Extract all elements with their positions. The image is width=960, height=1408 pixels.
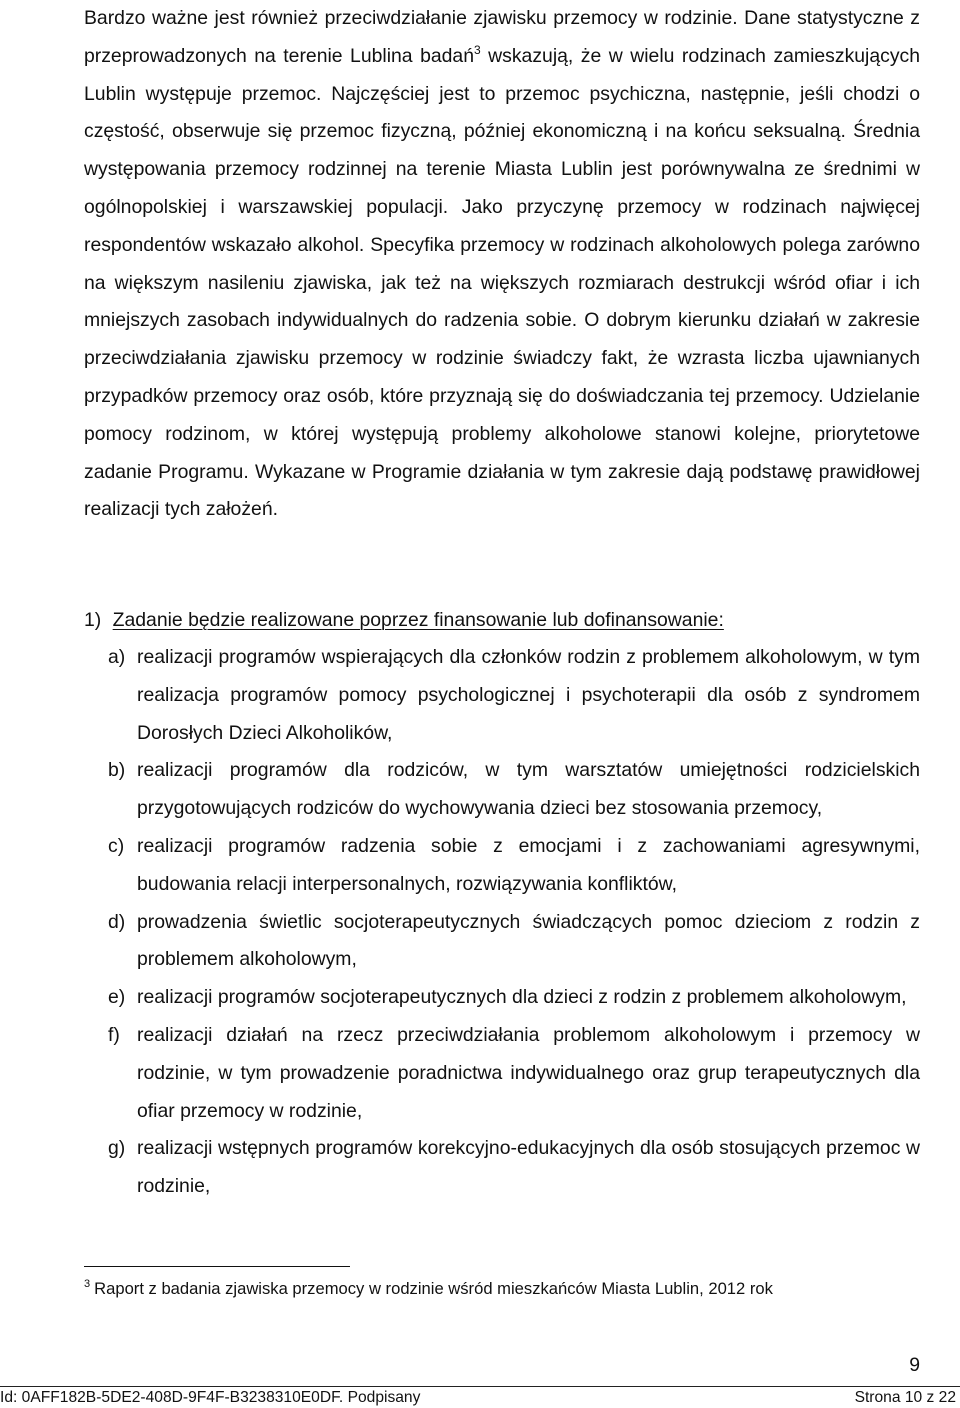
list-item	[84, 639, 920, 752]
list-item	[84, 979, 920, 1017]
list-item	[84, 1130, 920, 1206]
list-item-text: realizacji programów socjoterapeutycznych dla dzieci z rodzin z problemem alkoholowym,	[137, 986, 907, 1009]
list-item-text: realizacji działań na rzecz przeciwdziałania problemom alkoholowym i przemocy w rodzinie, w tym prowadzenie poradnictwa indywidualnego oraz grup terapeutycznych dla ofiar przemocy w rodzinie,	[137, 1023, 920, 1122]
section-title: Zadanie będzie realizowane poprzez finansowanie lub dofinansowanie:	[112, 609, 724, 631]
paragraph-text-end: wskazują, że w wielu rodzinach zamieszkujących Lublin występuje przemoc. Najczęściej jest to przemoc psychiczna, następnie, jeśli chodzi o częstość, obserwuje się przemoc fizyczną, później ekonomiczną i na końcu seksualną. Średnia występowania przemocy rodzinnej na terenie Miasta Lublin jest porównywalna ze średnimi w ogólnopolskiej i warszawskiej populacji. Jako przyczynę przemocy w rodzinach najwięcej respondentów wskazało alkohol. Specyfika przemocy w rodzinach alkoholowych polega zarówno na większym nasileniu zjawiska, jak też na większych rozmiarach destrukcji wśród ofiar i ich mniejszych zasobach indywidualnych do radzenia sobie. O dobrym kierunku działań w zakresie przeciwdziałania zjawisku przemocy w rodzinie świadczy fakt, że wzrasta liczba ujawnianych przypadków przemocy oraz osób, które przyznają się do doświadczania tej przemocy. Udzielanie pomocy rodzinom, w której występują problemy alkoholowe stanowi kolejne, priorytetowe zadanie Programu. Wykazane w Programie działania w tym zakresie dają podstawę prawidłowej realizacji tych założeń.	[84, 44, 921, 521]
list-item-marker: e)	[108, 986, 126, 1009]
list-item-marker: c)	[108, 834, 125, 857]
list-item-marker: a)	[108, 646, 126, 668]
list-item	[84, 752, 920, 828]
list-item-marker: d)	[108, 910, 126, 933]
page-counter: Strona 10 z 22	[854, 1389, 956, 1406]
footnote-number: 3	[84, 1278, 91, 1290]
list-item-text: realizacji programów radzenia sobie z emocjami i z zachowaniami agresywnymi, budowania relacji interpersonalnych, rozwiązywania konfliktów,	[137, 834, 920, 895]
list-item-marker: g)	[108, 1137, 126, 1160]
paragraph-text-start: Bardzo ważne jest również przeciwdziałanie zjawisku przemocy w rodzinie. Dane statystyczne z przeprowadzonych na terenie Lublina badań	[84, 7, 920, 67]
footnote-divider	[84, 1266, 350, 1267]
list-item	[84, 1017, 920, 1130]
task-list	[84, 639, 920, 1206]
list-item-marker: f)	[108, 1023, 120, 1046]
body-paragraph	[84, 0, 920, 529]
list-item-text: realizacji wstępnych programów korekcyjno-edukacyjnych dla osób stosujących przemoc w rodzinie,	[137, 1137, 920, 1198]
document-id: Id: 0AFF182B-5DE2-408D-9F4F-B3238310E0DF. Podpisany	[0, 1389, 421, 1406]
list-item-text: prowadzenia świetlic socjoterapeutycznych świadczących pomoc dzieciom z rodzin z problemem alkoholowym,	[137, 910, 920, 971]
section-heading	[84, 602, 724, 640]
list-item-text: realizacji programów dla rodziców, w tym warsztatów umiejętności rodzicielskich przygotowujących rodziców do wychowywania dzieci bez stosowania przemocy,	[137, 759, 920, 820]
page-number: 9	[909, 1354, 920, 1376]
section-number: 1)	[84, 609, 102, 631]
footnote	[84, 1278, 773, 1300]
footnote-text: Raport z badania zjawiska przemocy w rodzinie wśród mieszkańców Miasta Lublin, 2012 rok	[94, 1279, 773, 1298]
list-item	[84, 828, 920, 904]
footnote-reference[interactable]: 3	[474, 42, 481, 57]
list-item	[84, 904, 920, 980]
list-item-marker: b)	[108, 759, 126, 782]
list-item-text: realizacji programów wspierających dla członków rodzin z problemem alkoholowym, w tym realizacja programów pomocy psychologicznej i psychoterapii dla osób z syndromem Dorosłych Dzieci Alkoholików,	[137, 646, 920, 744]
